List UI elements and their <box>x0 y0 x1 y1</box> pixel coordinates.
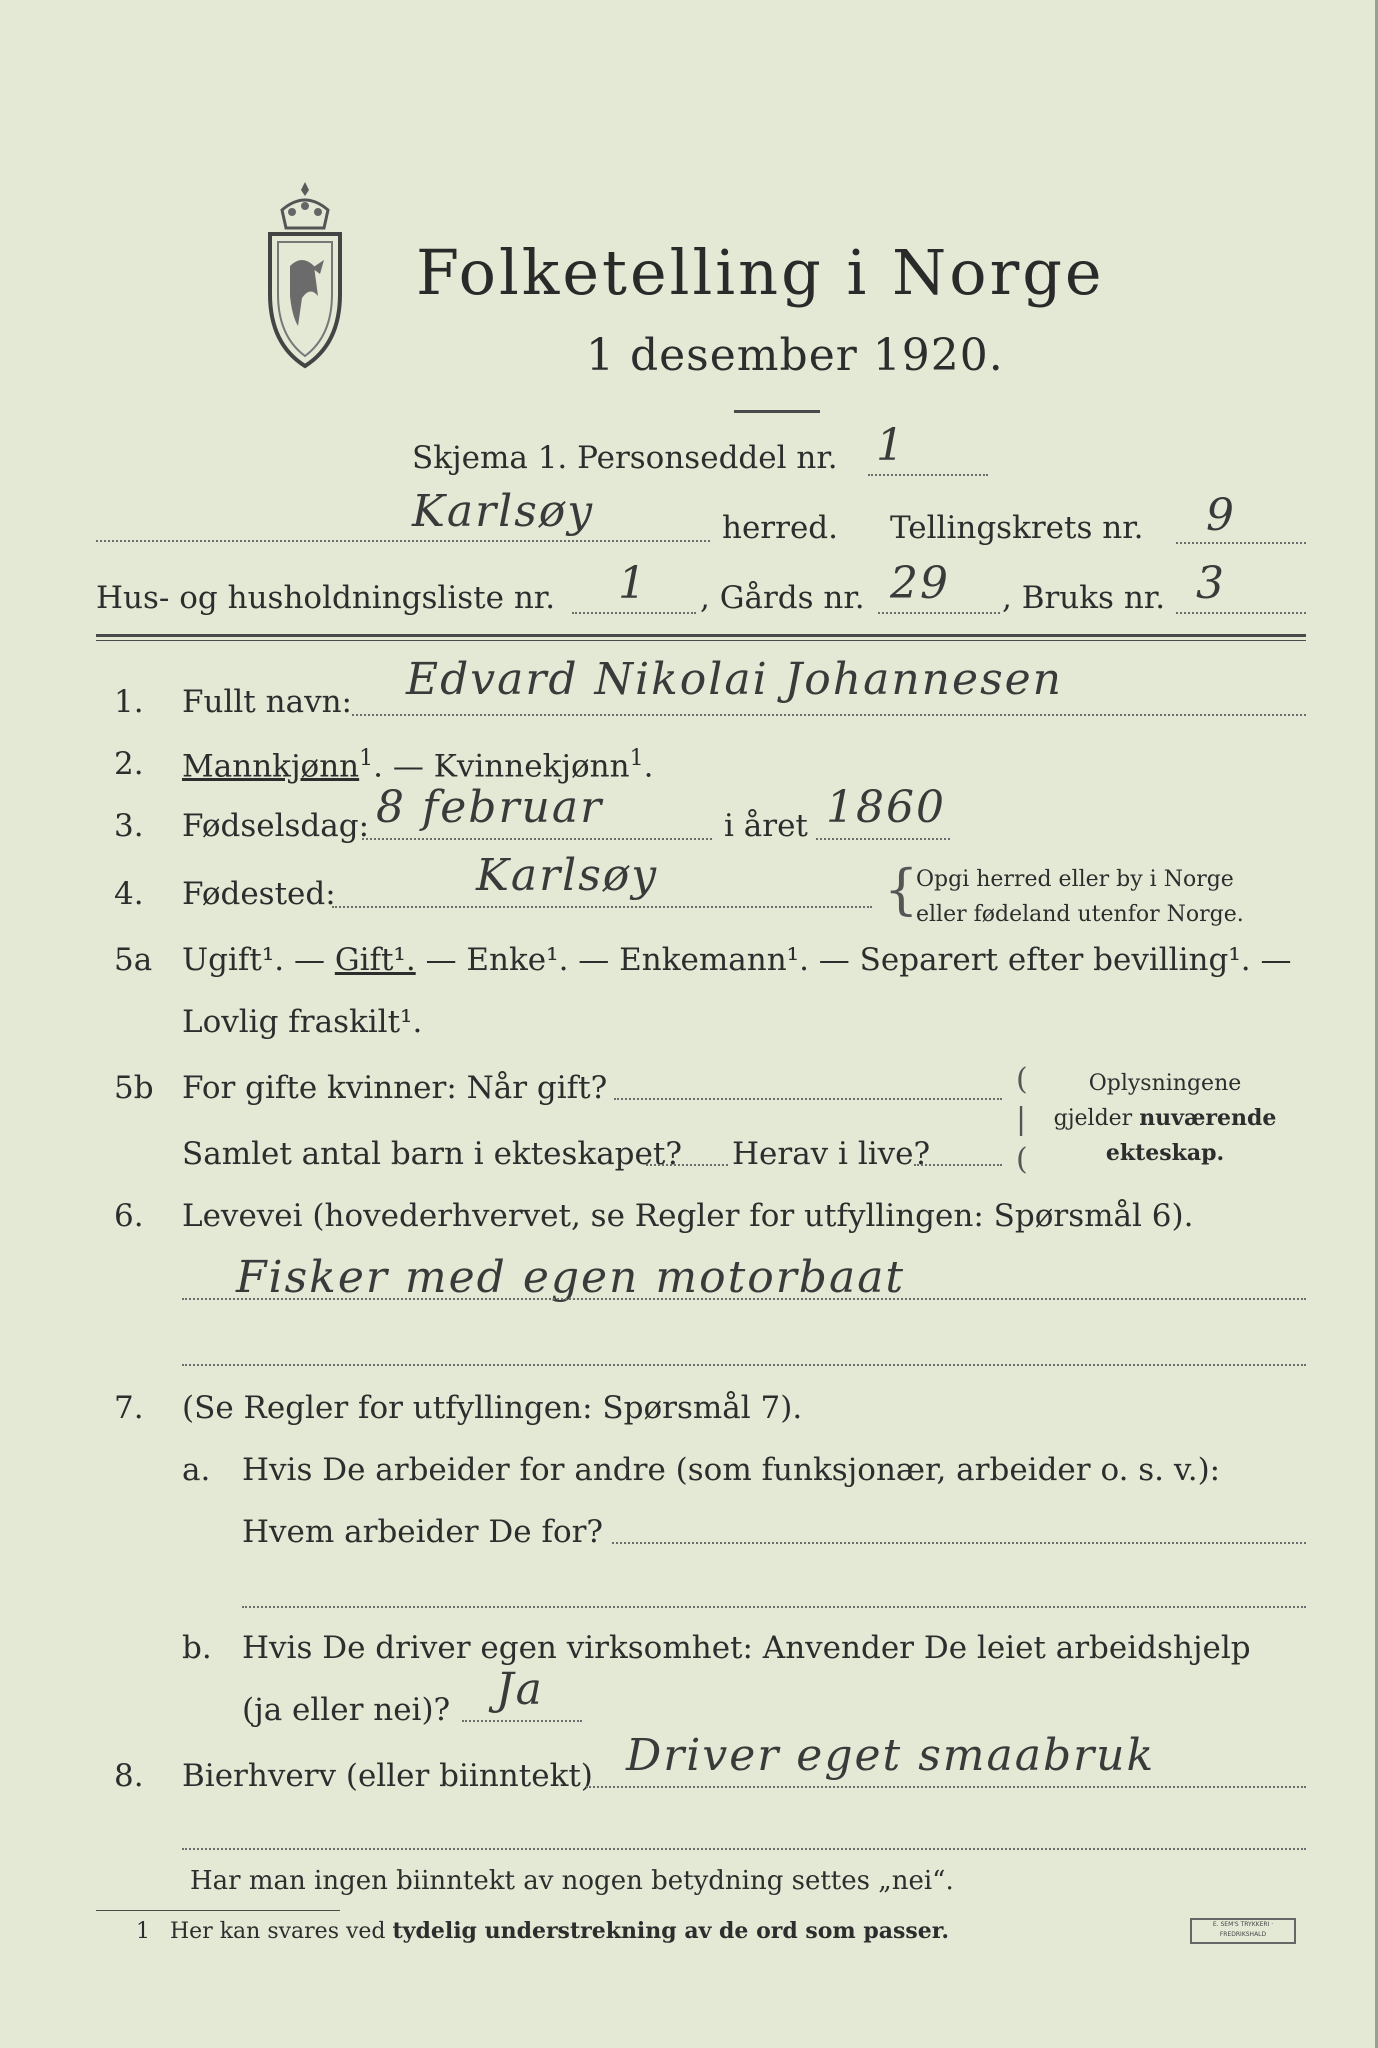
herred-value: Karlsøy <box>412 486 595 537</box>
q5b-note: Oplysningene gjelder nuværende ekteskap. <box>1053 1071 1277 1166</box>
q5b-label2: Samlet antal barn i ekteskapet? <box>182 1136 682 1172</box>
herred-line <box>96 540 710 542</box>
tellingskrets-line <box>1176 542 1306 544</box>
bruks-label: , Bruks nr. <box>1002 580 1166 616</box>
q5a-options: Ugift¹. — Gift¹. — Enke¹. — Enkemann¹. — Separert efter bevilling¹. — <box>182 942 1292 978</box>
q7a-letter: a. <box>182 1452 211 1488</box>
q3-number: 3. <box>114 808 144 844</box>
hus-line <box>572 612 696 614</box>
coat-of-arms-icon <box>262 176 348 372</box>
q3-date-line <box>362 838 712 840</box>
hus-value: 1 <box>618 558 648 609</box>
q5a-number: 5a <box>114 942 153 978</box>
q5b-number: 5b <box>114 1070 154 1106</box>
q4-number: 4. <box>114 876 144 912</box>
q3-year: 1860 <box>826 782 946 833</box>
personseddel-number: 1 <box>876 420 906 471</box>
q5a-gift-option: Gift¹. <box>334 942 416 978</box>
header-rule-top <box>96 634 1306 637</box>
q4-label: Fødested: <box>182 876 336 912</box>
q6-occupation: Fisker med egen motorbaat <box>236 1252 906 1303</box>
q7b-line <box>462 1720 582 1722</box>
q8-label: Bierhverv (eller biinntekt) <box>182 1758 593 1794</box>
schema-label: Skjema 1. Personseddel nr. <box>412 440 838 476</box>
q7b-answer: Ja <box>496 1664 544 1715</box>
q3-year-line <box>816 838 950 840</box>
personseddel-line <box>868 474 988 476</box>
q7b-letter: b. <box>182 1630 212 1666</box>
q6-label: Levevei (hovederhvervet, se Regler for utfyllingen: Spørsmål 6). <box>182 1198 1194 1234</box>
q7b-label2: (ja eller nei)? <box>242 1692 451 1728</box>
q2-gender-options: Mannkjønn$^1$. — Kvinnekjønn$^1$. <box>182 746 654 785</box>
q2-female-option: Kvinnekjønn <box>433 748 630 785</box>
tellingskrets-label: Tellingskrets nr. <box>890 510 1144 546</box>
q1-line <box>352 714 1306 716</box>
q7b-label: Hvis De driver egen virksomhet: Anvender De leiet arbeidshjelp <box>242 1630 1251 1666</box>
q1-number: 1. <box>114 684 144 720</box>
q5b-label3: Herav i live? <box>732 1136 931 1172</box>
q5a-line2: Lovlig fraskilt¹. <box>182 1004 423 1040</box>
q8-line1 <box>586 1786 1306 1788</box>
q5b-label1: For gifte kvinner: Når gift? <box>182 1070 608 1106</box>
q7a-employer-line <box>612 1542 1306 1544</box>
form-title: Folketelling i Norge <box>416 236 1105 309</box>
q4-note: Opgi herred eller by i Norge eller fødeland utenfor Norge. <box>916 867 1244 927</box>
q7a-label: Hvis De arbeider for andre (som funksjonær, arbeider o. s. v.): <box>242 1452 1221 1488</box>
header-rule-bottom <box>96 640 1306 641</box>
gards-label: , Gårds nr. <box>700 580 865 616</box>
q5b-married-line <box>614 1098 1002 1100</box>
bottom-note: Har man ingen biinntekt av nogen betydning settes „nei“. <box>190 1866 954 1896</box>
q4-birthplace: Karlsøy <box>476 850 659 901</box>
q8-side-income: Driver eget smaabruk <box>626 1730 1156 1781</box>
q3-year-label: i året <box>724 808 808 844</box>
q3-birthday: 8 februar <box>376 782 604 833</box>
q7-label: (Se Regler for utfyllingen: Spørsmål 7). <box>182 1390 803 1426</box>
hus-label: Hus- og husholdningsliste nr. <box>96 580 556 616</box>
footnote-rule <box>96 1910 340 1911</box>
q7-number: 7. <box>114 1390 144 1426</box>
q1-label: Fullt navn: <box>182 684 352 720</box>
q6-number: 6. <box>114 1198 144 1234</box>
q7a-label2: Hvem arbeider De for? <box>242 1514 604 1550</box>
q7a-line2 <box>242 1606 1306 1608</box>
footnote: 1 Her kan svares ved tydelig understrekning av de ord som passer. <box>136 1918 950 1944</box>
tellingskrets-value: 9 <box>1206 490 1236 541</box>
q6-line2 <box>182 1364 1306 1366</box>
herred-label: herred. <box>722 510 838 546</box>
q3-label: Fødselsdag: <box>182 808 370 844</box>
q4-line <box>332 906 872 908</box>
title-divider <box>734 410 820 413</box>
gards-line <box>878 612 1000 614</box>
q2-male-option: Mannkjønn <box>182 748 360 785</box>
printer-stamp: E. SEM'S TRYKKERI · FREDRIKSHALD <box>1190 1918 1296 1944</box>
form-date: 1 desember 1920. <box>586 330 1004 381</box>
bruks-value: 3 <box>1196 558 1226 609</box>
q5b-alive-line <box>914 1164 1002 1166</box>
q5b-children-line <box>646 1164 728 1166</box>
bruks-line <box>1176 612 1306 614</box>
q8-number: 8. <box>114 1758 144 1794</box>
q8-line2 <box>182 1848 1306 1850</box>
q5b-bracket: ( | ( <box>1016 1062 1028 1177</box>
q2-number: 2. <box>114 746 144 782</box>
q4-brace: { <box>884 858 919 921</box>
q1-full-name: Edvard Nikolai Johannesen <box>406 654 1064 705</box>
gards-value: 29 <box>890 558 950 609</box>
q6-line1 <box>182 1298 1306 1300</box>
